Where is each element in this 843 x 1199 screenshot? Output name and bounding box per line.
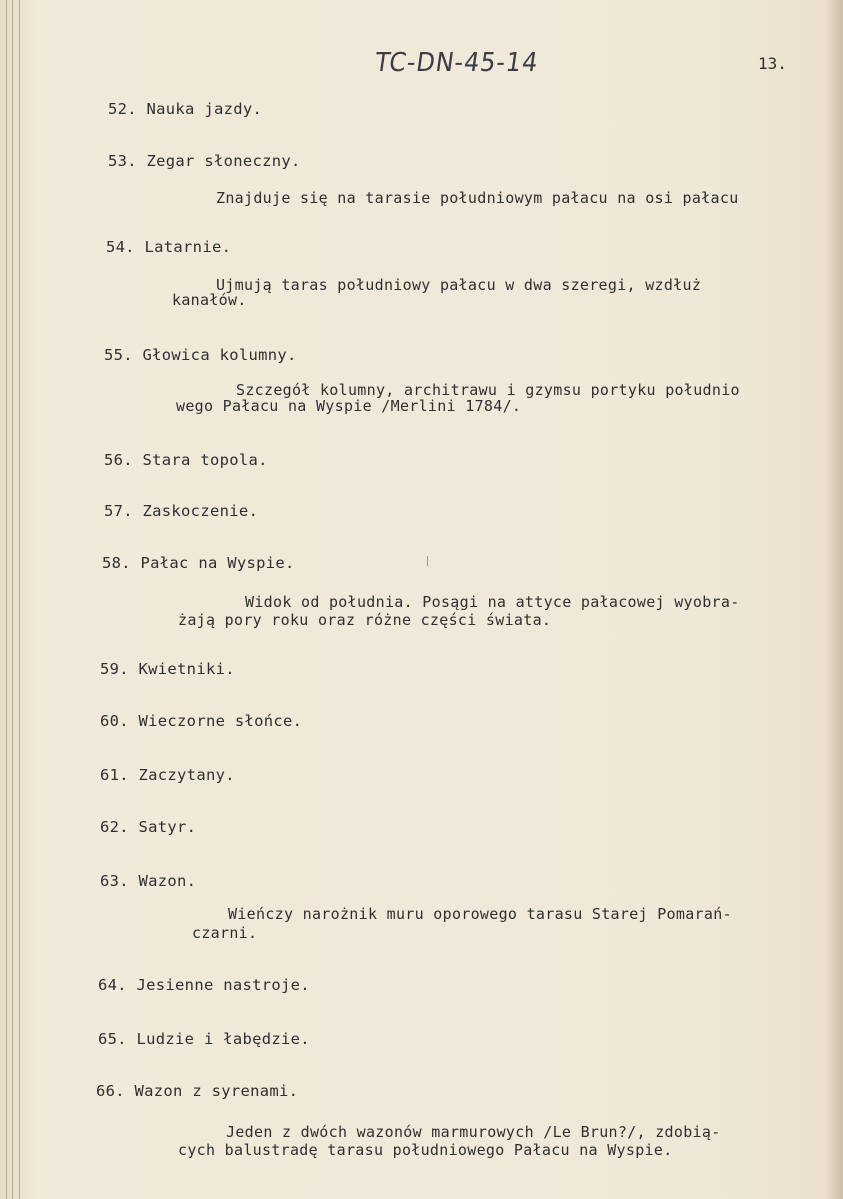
entry-title: 61. Zaczytany. <box>100 766 235 784</box>
entry-title: 54. Latarnie. <box>106 238 232 256</box>
entry-title: 65. Ludzie i łabędzie. <box>98 1030 310 1048</box>
entry-description: Ujmują taras południowy pałacu w dwa szeregi, wzdłuż <box>216 276 702 294</box>
entry-title: 64. Jesienne nastroje. <box>98 976 310 994</box>
entry-title: 62. Satyr. <box>100 818 197 836</box>
entry-description: czarni. <box>192 924 258 942</box>
entry-title: 57. Zaskoczenie. <box>104 502 259 520</box>
entry-title: 52. Nauka jazdy. <box>108 100 263 118</box>
entry-title: 66. Wazon z syrenami. <box>96 1082 299 1100</box>
page-edge-line <box>12 0 13 1199</box>
entry-description: żają pory roku oraz różne części świata. <box>178 611 552 629</box>
page-edge-line <box>6 0 7 1199</box>
page-edge-line <box>19 0 20 1199</box>
entry-description: Widok od południa. Posągi na attyce pałacowej wyobra- <box>245 593 740 611</box>
pen-mark <box>427 556 428 566</box>
entry-title: 58. Pałac na Wyspie. <box>102 554 295 572</box>
entry-title: 55. Głowica kolumny. <box>104 346 297 364</box>
entry-description: Jeden z dwóch wazonów marmurowych /Le Brun?/, zdobią- <box>226 1123 721 1141</box>
page-shadow <box>825 0 843 1199</box>
entry-title: 63. Wazon. <box>100 872 197 890</box>
entry-title: 53. Zegar słoneczny. <box>108 152 301 170</box>
entry-description: wego Pałacu na Wyspie /Merlini 1784/. <box>176 397 522 415</box>
entry-title: 60. Wieczorne słońce. <box>100 712 303 730</box>
entry-description: Szczegół kolumny, architrawu i gzymsu portyku południo <box>236 381 740 399</box>
page-number: 13. <box>758 54 787 73</box>
entry-description: Znajduje się na tarasie południowym pałacu na osi pałacu <box>216 189 739 207</box>
entry-title: 59. Kwietniki. <box>100 660 235 678</box>
handwritten-reference: TC-DN-45-14 <box>372 48 541 78</box>
entry-title: 56. Stara topola. <box>104 451 268 469</box>
entry-description: kanałów. <box>172 291 247 309</box>
entry-description: cych balustradę tarasu południowego Pałacu na Wyspie. <box>178 1141 673 1159</box>
entry-description: Wieńczy narożnik muru oporowego tarasu Starej Pomarań- <box>228 905 732 923</box>
